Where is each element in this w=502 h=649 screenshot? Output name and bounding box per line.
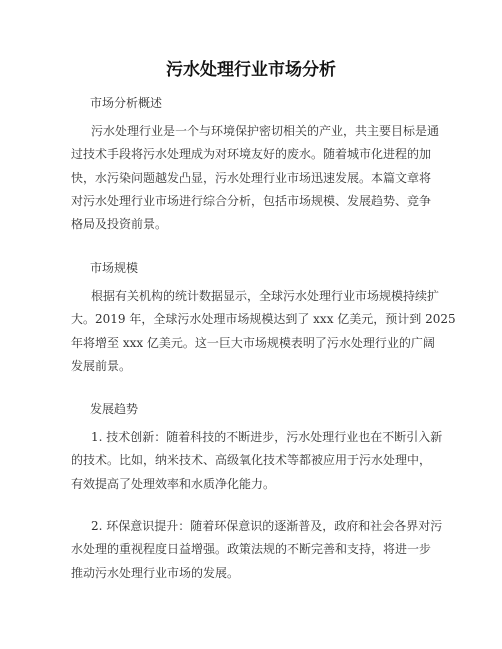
section-heading-market-size: 市场规模 [90,261,139,275]
paragraph-line: 年将增至 xxx 亿美元。这一巨大市场规模表明了污水处理行业的广阔 [71,335,435,350]
paragraph-line: 水处理的重视程度日益增强。政策法规的不断完善和支持，将进一步 [71,542,432,557]
paragraph-line: 快，水污染问题越发凸显，污水处理行业市场迅速发展。本篇文章将 [71,170,432,185]
section-heading-trends: 发展趋势 [90,402,139,416]
paragraph-trend-1 [71,426,443,496]
paragraph-line: 污水处理行业是一个与环境保护密切相关的产业，共主要目标是通 [91,124,440,138]
paragraph-line: 2. 环保意识提升：随着环保意识的逐渐普及，政府和社会各界对污 [91,519,443,533]
paragraph-line: 格局及投资前景。 [71,217,168,232]
paragraph-line: 根据有关机构的统计数据显示，全球污水处理行业市场规模持续扩 [91,289,440,303]
paragraph-line: 有效提高了处理效率和水质净化能力。 [71,476,276,491]
section-heading-overview: 市场分析概述 [90,96,163,110]
paragraph-line: 对污水处理行业市场进行综合分析，包括市场规模、发展趋势、竞争 [71,193,432,208]
paragraph-overview [71,120,440,236]
paragraph-trend-2 [71,515,443,585]
paragraph-line: 发展前景。 [71,358,132,373]
paragraph-market-size [71,285,456,378]
paragraph-line: 推动污水处理行业市场的发展。 [71,565,240,580]
document-title: 污水处理行业市场分析 [166,60,336,80]
paragraph-line: 的技术。比如，纳米技术、高级氧化技术等都被应用于污水处理中， [71,453,432,468]
paragraph-line: 大。2019 年，全球污水处理市场规模达到了 xxx 亿美元，预计到 2025 [71,312,456,327]
paragraph-line: 过技术手段将污水处理成为对环境友好的废水。随着城市化进程的加 [71,147,432,162]
paragraph-line: 1. 技术创新：随着科技的不断进步，污水处理行业也在不断引入新 [91,430,443,444]
